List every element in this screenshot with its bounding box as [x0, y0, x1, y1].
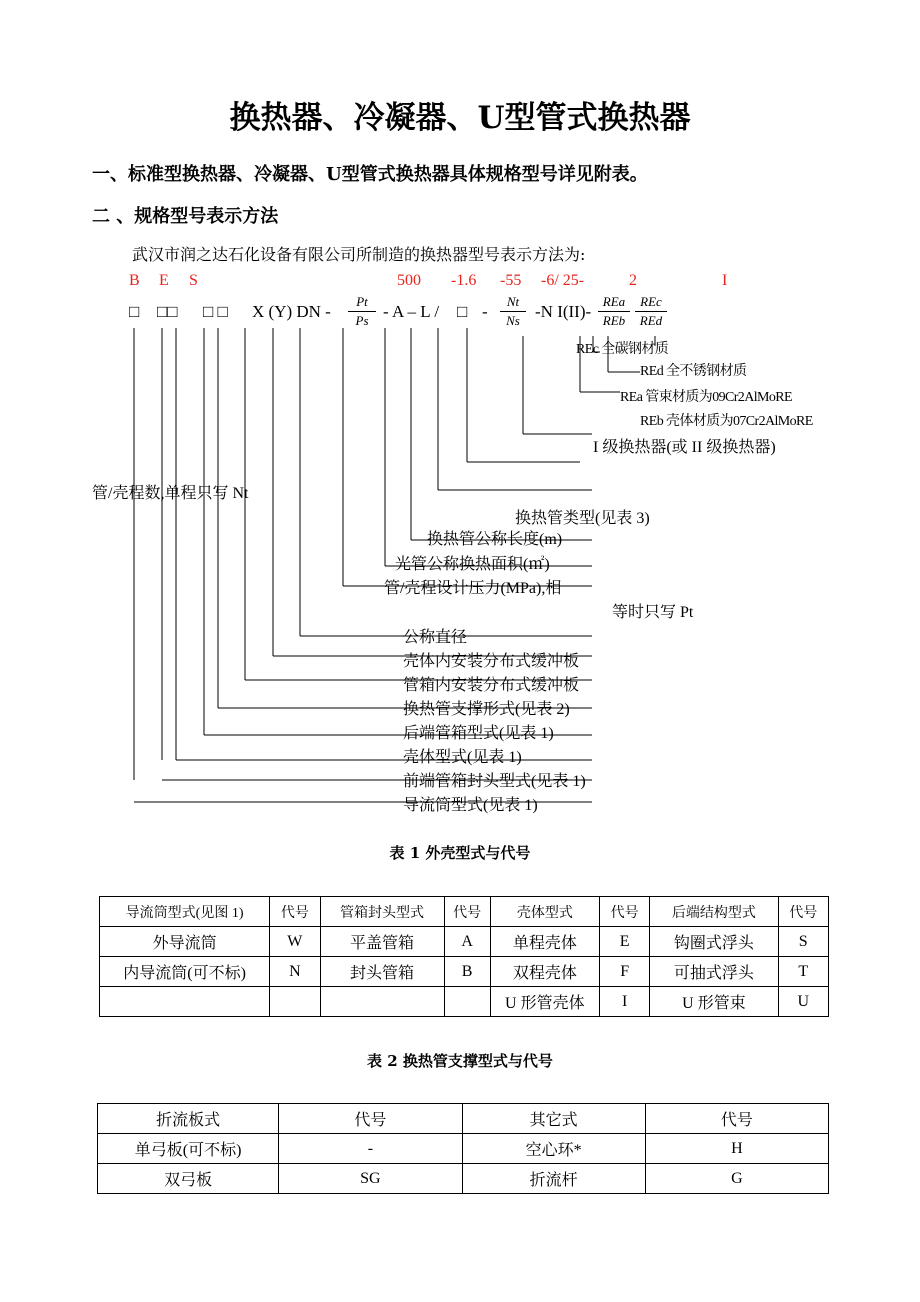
table-2 — [97, 1103, 829, 1194]
table-1-cell: U 形管壳体 — [490, 987, 599, 1017]
code-box-guide: □ — [129, 302, 140, 321]
code-box-front-shell: □□ — [157, 302, 178, 321]
label-red: REd 全不锈钢材质 — [640, 364, 747, 379]
label-guide: 导流筒型式(见表 1) — [403, 797, 538, 814]
table-1-header-cell: 后端结构型式 — [650, 897, 778, 927]
table-1-cell: U — [778, 987, 829, 1017]
intro-text: 武汉市润之达石化设备有限公司所制造的换热器型号表示方法为: — [132, 245, 586, 264]
rea-reb-fraction: REa REb — [598, 294, 630, 329]
code-a-l: - A – L / — [383, 302, 440, 321]
example-area: -55 — [500, 272, 522, 289]
table-1-cell: W — [270, 927, 320, 957]
table-2-cell: 空心环* — [462, 1134, 645, 1164]
table-1-cell: 封头管箱 — [320, 957, 444, 987]
table-row — [98, 1134, 829, 1164]
table-row — [100, 957, 829, 987]
example-dn: 500 — [397, 272, 421, 289]
section-1-heading: 一、标准型换热器、冷凝器、U型管式换热器具体规格型号详见附表。 — [92, 164, 648, 185]
example-pressure: -1.6 — [451, 272, 477, 289]
table-1-cell: B — [444, 957, 490, 987]
table-2-cell: H — [645, 1134, 828, 1164]
label-shell-buffer: 壳体内安装分布式缓冲板 — [403, 653, 580, 670]
section-2-heading: 二 、规格型号表示方法 — [92, 206, 279, 227]
label-reb: REb 壳体材质为07Cr2AlMoRE — [640, 414, 813, 429]
table-2-header-cell: 代号 — [645, 1104, 828, 1134]
table-2-header-cell: 折流板式 — [98, 1104, 279, 1134]
table-1-cell: 单程壳体 — [490, 927, 599, 957]
table-2-cell: G — [645, 1164, 828, 1194]
label-dn: 公称直径 — [403, 629, 468, 646]
table-2-cell: SG — [279, 1164, 462, 1194]
table-1-header-cell: 代号 — [444, 897, 490, 927]
label-rec: REc 全碳钢材质 — [576, 342, 669, 357]
label-shell: 壳体型式(见表 1) — [403, 749, 522, 766]
table-2-cell: 折流杆 — [462, 1164, 645, 1194]
table-1-cell — [320, 987, 444, 1017]
table-1-cell: 钩圈式浮头 — [650, 927, 778, 957]
example-grade: I — [722, 272, 728, 289]
code-box-rear-support: □ □ — [203, 302, 228, 321]
table-1 — [99, 896, 829, 1017]
label-rea: REa 管束材质为09Cr2AlMoRE — [620, 390, 792, 405]
label-pressure: 管/壳程设计压力(MPa),相 — [384, 580, 562, 597]
table-2-cell: - — [279, 1134, 462, 1164]
label-pressure-cont: 等时只写 Pt — [612, 604, 694, 621]
example-s: S — [189, 272, 198, 289]
label-support: 换热管支撑形式(见表 2) — [403, 701, 570, 718]
table-1-cell: 双程壳体 — [490, 957, 599, 987]
example-e: E — [159, 272, 169, 289]
table-1-cell: 外导流筒 — [100, 927, 270, 957]
table-1-cell: N — [270, 957, 320, 987]
label-area: 光管公称换热面积(㎡) — [395, 556, 550, 573]
code-dash: - — [482, 302, 488, 321]
table-1-header-cell: 代号 — [778, 897, 829, 927]
example-b: B — [129, 272, 140, 289]
label-passes: 管/壳程数,单程只写 Nt — [92, 485, 249, 502]
table-2-cell: 双弓板 — [98, 1164, 279, 1194]
label-grade: I 级换热器(或 II 级换热器) — [593, 439, 776, 456]
table-2-header-cell: 代号 — [279, 1104, 462, 1134]
table-2-caption: 表 2 换热管支撑型式与代号 — [367, 1052, 553, 1070]
table-1-cell — [444, 987, 490, 1017]
code-box-tube-type: □ — [457, 302, 468, 321]
page-title: 换热器、冷凝器、U型管式换热器 — [229, 100, 691, 136]
table-1-caption: 表 1 外壳型式与代号 — [389, 844, 531, 862]
label-rear: 后端管箱型式(见表 1) — [403, 725, 554, 742]
table-1-header-cell: 导流筒型式(见图 1) — [100, 897, 270, 927]
label-tube-length: 换热管公称长度(m) — [427, 531, 563, 548]
table-1-header-cell: 壳体型式 — [490, 897, 599, 927]
table-1-cell: 平盖管箱 — [320, 927, 444, 957]
table-1-cell: I — [599, 987, 649, 1017]
rec-red-fraction: REc REd — [635, 294, 667, 329]
table-2-cell: 单弓板(可不标) — [98, 1134, 279, 1164]
table-1-cell: U 形管束 — [650, 987, 778, 1017]
table-row — [100, 927, 829, 957]
table-2-header-row — [98, 1104, 829, 1134]
nt-ns-fraction: $\frac{Nt}{Ns}$ — [500, 294, 526, 329]
table-2-header-cell: 其它式 — [462, 1104, 645, 1134]
table-1-cell — [270, 987, 320, 1017]
example-passes: 2 — [629, 272, 637, 289]
table-row — [98, 1164, 829, 1194]
table-1-cell: T — [778, 957, 829, 987]
table-1-cell: E — [599, 927, 649, 957]
table-row — [100, 987, 829, 1017]
label-front: 前端管箱封头型式(见表 1) — [403, 773, 586, 790]
label-box-buffer: 管箱内安装分布式缓冲板 — [403, 677, 580, 694]
pt-ps-fraction: $\frac{Pt}{Ps}$ — [348, 294, 376, 329]
table-1-cell: 内导流筒(可不标) — [100, 957, 270, 987]
example-length: -6/ 25- — [541, 272, 585, 289]
table-1-header-cell: 代号 — [599, 897, 649, 927]
table-1-cell — [100, 987, 270, 1017]
table-1-cell: A — [444, 927, 490, 957]
table-1-header-cell: 管箱封头型式 — [320, 897, 444, 927]
table-1-header-cell: 代号 — [270, 897, 320, 927]
table-1-cell: S — [778, 927, 829, 957]
table-1-cell: 可抽式浮头 — [650, 957, 778, 987]
table-1-cell: F — [599, 957, 649, 987]
code-ni: -N I(II)- — [535, 302, 592, 321]
code-middle: X (Y) DN - — [252, 302, 331, 321]
label-tube-type: 换热管类型(见表 3) — [515, 510, 650, 527]
table-1-header-row — [100, 897, 829, 927]
